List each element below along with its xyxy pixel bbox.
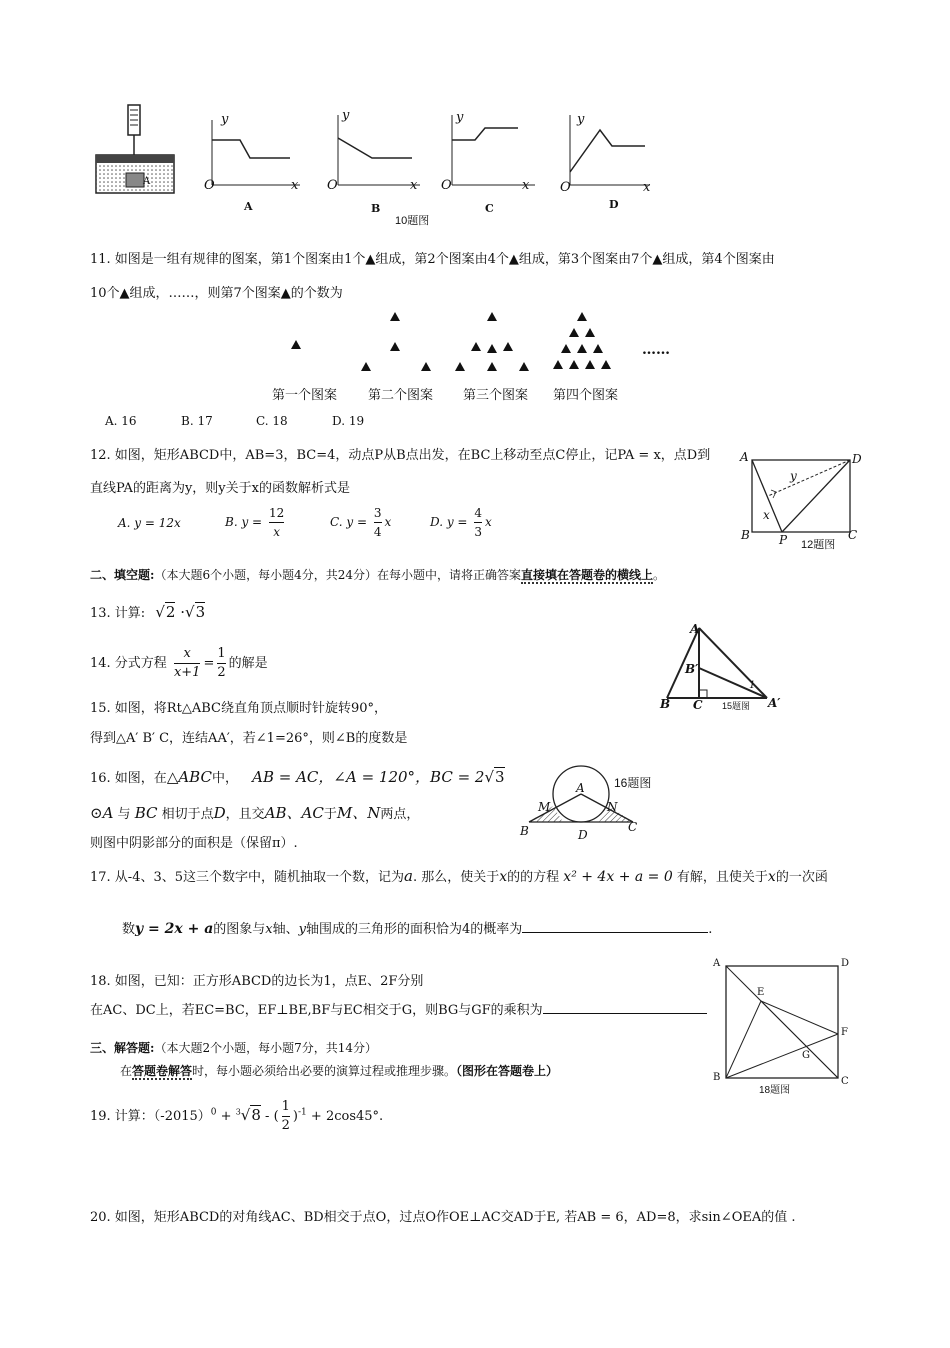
q16-label-b: B (520, 824, 529, 838)
q16-mn: M、N (336, 804, 381, 822)
section2-heading (90, 566, 665, 583)
q16-yu: 与 (117, 807, 131, 822)
q11-option-b: B. 17 (181, 414, 213, 428)
q19-tail: + 2cos45°. (306, 1109, 384, 1124)
q15-line2: 得到△A′ B′ C，连结AA′，若∠1=26°，则∠B的度数是 (90, 731, 408, 746)
q13-root-a: 2 (165, 603, 176, 621)
q15-label-1: 1 (749, 680, 756, 691)
q16-tangent: 相切于点 (161, 807, 214, 822)
apparatus-label: A (143, 176, 151, 187)
q11-patterns (280, 308, 700, 378)
graph-b-y: y (342, 108, 350, 123)
q18-caption: 18题图 (759, 1085, 791, 1096)
graph-a-y: y (221, 112, 229, 127)
q19-plus: + (216, 1109, 236, 1124)
q15-label-a: A (690, 622, 700, 636)
q13-expression: √2 ·√3 (155, 603, 206, 621)
graph-c-y: y (456, 110, 464, 125)
q11-text-line2: 10个▲组成，……，则第7个图案▲的个数为 (90, 286, 343, 301)
section3-line2 (120, 1062, 558, 1079)
q12-option-b-den: x (273, 525, 280, 539)
q12-label-p: P (779, 533, 788, 547)
q16-label-a: A (576, 781, 585, 795)
q19-radical: √ (240, 1106, 251, 1124)
q16-zhong: 中， (211, 771, 238, 786)
q15-label-b: B (660, 697, 671, 711)
q16-line1 (90, 766, 505, 787)
q16-abac: AB、AC (264, 804, 324, 822)
q12-option-b-prefix: B. y = (225, 515, 263, 529)
q19-half-num: 1 (282, 1098, 290, 1117)
q16-cond: AB = AC，∠A = 120°，BC = 2 (252, 768, 485, 786)
q18-label-c: C (841, 1076, 849, 1087)
section3-line2-emph: 答题卷解答 (132, 1064, 193, 1078)
q19-cube-index: 3 (235, 1107, 241, 1117)
q12-label-a: A (740, 450, 749, 464)
q19-line (90, 1098, 383, 1135)
q16-caption: 16题图 (614, 776, 652, 790)
graph-a-label: A (244, 200, 253, 213)
q12-option-c-den: 4 (373, 525, 382, 539)
graph-a-x: x (291, 178, 299, 193)
q17-line2c: 轴、 (272, 922, 299, 937)
q17-eqn: x² + 4x + a = 0 (563, 869, 673, 885)
section2-emph: 直接填在答题卷的横线上 (520, 568, 653, 582)
q17-line1b: . 那么，使关于 (412, 870, 500, 885)
section3-line2b: 时，每小题必须给出必要的演算过程或推理步骤。 (192, 1064, 457, 1078)
q16-d: D (213, 804, 226, 822)
q18-label-d: D (841, 958, 850, 969)
q17-x2: x (767, 869, 776, 885)
graph-c-o: O (441, 178, 452, 193)
q18-line2 (90, 999, 707, 1018)
q16-label-c: C (628, 820, 638, 834)
q17-line2d: 轴围成的三角形的面积恰为4的概率为 (306, 922, 523, 937)
q19-cube-rad: 8 (251, 1106, 261, 1124)
q11-option-a: A. 16 (105, 414, 137, 428)
q19-minus: - ( (260, 1109, 279, 1124)
section2-desc: （本大题6个小题，每小题4分，共24分）在每小题中，请将正确答案 (154, 568, 521, 582)
q16-tri: △ABC (166, 768, 212, 786)
q17-line2-eq: y = 2x + a (135, 921, 214, 937)
graph-b (338, 115, 420, 185)
q14-frac1 (174, 645, 201, 682)
q13-line (90, 602, 205, 621)
q14-den2: 2 (217, 665, 226, 680)
q19-exp0: 0 (210, 1107, 217, 1118)
q17-line1e: 的一次函 (775, 870, 828, 885)
graph-d-o: O (560, 180, 571, 195)
q18-figure-svg (708, 955, 858, 1095)
q17-line2 (122, 918, 712, 937)
graph-a (212, 120, 300, 185)
q17-x: x (499, 869, 508, 885)
q12-option-d (430, 504, 492, 541)
q19-half-den: 2 (281, 1118, 290, 1133)
q17-line1 (90, 866, 828, 885)
q12-label-d: D (852, 452, 862, 466)
graph-c-label: C (485, 202, 494, 215)
q11-text-line1: 11. 如图是一组有规律的图案，第1个图案由1个▲组成，第2个图案由4个▲组成，第3个图案由7个▲组成，第4个图案由 (90, 252, 775, 267)
q12-label-b: B (741, 528, 750, 542)
q13-text: 13. 计算: (90, 606, 146, 621)
q13-dot: · (180, 603, 185, 621)
q19-prefix: 19. 计算：（-2015） (90, 1109, 211, 1124)
q12-option-c (330, 504, 391, 541)
q17-line2-y: y (298, 922, 307, 937)
section3-line2c: （图形在答题卷上） (456, 1064, 559, 1078)
q12-label-y: y (790, 469, 797, 483)
q17-line2-end: . (708, 922, 713, 937)
q18-figure (708, 955, 858, 1095)
q15-caption: 15题图 (722, 701, 751, 711)
q18-label-f: F (841, 1027, 848, 1038)
q11-option-c: C. 18 (256, 414, 288, 428)
q11-ellipsis: …… (642, 342, 670, 358)
q15-line1: 15. 如图，将Rt△ABC绕直角顶点顺时针旋转90°， (90, 701, 387, 716)
q14-num1: x (174, 645, 201, 664)
q16-yu2: 于 (323, 807, 337, 822)
q14-num2: 1 (217, 645, 225, 664)
q18-line1: 18. 如图，已知：正方形ABCD的边长为1，点E、2F分别 (90, 974, 424, 989)
q17-a: a (404, 867, 413, 885)
q11-pattern-label-3: 第三个图案 (463, 387, 529, 402)
q12-label-c: C (848, 528, 858, 542)
q16-label-m: M (538, 800, 551, 814)
q14-den1: x+1 (173, 665, 201, 680)
q16-label-n: N (607, 800, 618, 814)
q15-label-c: C (693, 698, 703, 712)
q12-caption: 12题图 (801, 539, 836, 551)
q10-caption: 10题图 (395, 215, 430, 227)
q18-label-b: B (713, 1072, 721, 1083)
q19-exp-m1: -1 (298, 1107, 307, 1118)
section3-desc: （本大题2个小题，每小题7分，共14分） (154, 1041, 377, 1055)
q20-text: 20. 如图，矩形ABCD的对角线AC、BD相交于点O，过点O作OE⊥AC交AD于E, 若AB = 6，AD=8，求sin∠OEA的值 . (90, 1210, 796, 1225)
q12-option-c-suffix: x (384, 515, 392, 529)
q12-option-d-suffix: x (484, 515, 492, 529)
q17-answer-blank[interactable] (522, 932, 708, 933)
q12-option-c-frac (374, 504, 382, 541)
q16-line2 (90, 802, 419, 823)
q12-option-d-num: 4 (474, 504, 482, 523)
q17-line2a: 数 (122, 922, 136, 937)
graph-b-label: B (371, 202, 381, 215)
q16-line3: 则图中阴影部分的面积是（保留π）. (90, 836, 298, 851)
q15-figure (655, 620, 785, 715)
q19-close: ) (292, 1109, 298, 1124)
spring-scale-apparatus (96, 105, 174, 193)
q16-bc: BC (134, 804, 158, 822)
q12-option-b-num: 12 (269, 504, 284, 523)
q12-option-c-num: 3 (374, 504, 382, 523)
q18-label-a: A (713, 958, 721, 969)
section2-end: 。 (653, 568, 666, 582)
graph-d-label: D (609, 198, 619, 211)
section2-title: 二、填空题: (90, 568, 155, 582)
section3-line2a: 在 (120, 1064, 133, 1078)
graph-b-x: x (410, 178, 418, 193)
q16-label-d: D (578, 828, 588, 842)
q17-line1c: 的的方程 (507, 870, 560, 885)
q16-prefix: 16. 如图，在 (90, 771, 167, 786)
q18-line2-text: 在AC、DC上，若EC=BC，EF⊥BE,BF与EC相交于G，则BG与GF的乘积为 (90, 1003, 543, 1018)
graph-c (452, 115, 535, 185)
q16-sqrt-sign: √ (484, 768, 495, 786)
q18-answer-blank[interactable] (543, 1013, 707, 1014)
q14-suffix: 的解是 (228, 656, 268, 671)
q19-half (282, 1098, 290, 1135)
q18-label-e: E (757, 987, 765, 998)
section3-title: 三、解答题: (90, 1041, 155, 1055)
section3-heading (90, 1039, 377, 1056)
q12-option-a: A. y = 12x (118, 516, 181, 530)
q16-cond-root: 3 (495, 768, 505, 786)
graph-d-y: y (577, 112, 585, 127)
q15-label-bp: B′ (685, 662, 699, 676)
q12-option-b-frac (269, 504, 284, 541)
q14-frac2 (217, 645, 225, 682)
q18-label-g: G (802, 1050, 810, 1061)
q16-jiao: ，且交 (225, 807, 265, 822)
q12-option-b (225, 504, 287, 541)
graph-c-x: x (522, 178, 530, 193)
q12-option-c-prefix: C. y = (330, 515, 368, 529)
q11-pattern-label-1: 第一个图案 (272, 387, 338, 402)
q15-label-ap: A′ (768, 696, 781, 710)
q12-option-d-den: 3 (474, 525, 482, 539)
q17-line1a: 17. 从-4、3、5这三个数字中，随机抽取一个数，记为 (90, 870, 405, 885)
q12-option-d-prefix: D. y = (430, 515, 468, 529)
graph-b-o: O (327, 178, 338, 193)
q11-patterns-svg (280, 308, 700, 378)
q11-pattern-label-2: 第二个图案 (368, 387, 434, 402)
q16-circle-a: ⊙A (90, 804, 114, 822)
q14-line (90, 645, 268, 682)
q17-line1d: 有解，且使关于 (676, 870, 768, 885)
q12-option-d-frac (474, 504, 482, 541)
q17-line2b: 的图象与 (213, 922, 266, 937)
q12-text-line1: 12. 如图，矩形ABCD中，AB=3，BC=4，动点P从B点出发，在BC上移动至点C停止，记PA = x，点D到 (90, 448, 711, 463)
q12-label-x: x (763, 508, 770, 522)
q15-figure-svg (655, 620, 785, 715)
q11-option-d: D. 19 (332, 414, 365, 428)
graph-d-x: x (643, 180, 651, 195)
graph-a-o: O (204, 178, 215, 193)
q13-root-b: 3 (195, 603, 206, 621)
q12-text-line2: 直线PA的距离为y，则y关于x的函数解析式是 (90, 481, 350, 496)
q14-eq: = (203, 656, 215, 671)
q14-prefix: 14. 分式方程 (90, 656, 167, 671)
q16-two-points: 两点， (380, 807, 420, 822)
q17-line2-x: x (265, 922, 273, 937)
q11-pattern-label-4: 第四个图案 (553, 387, 619, 402)
